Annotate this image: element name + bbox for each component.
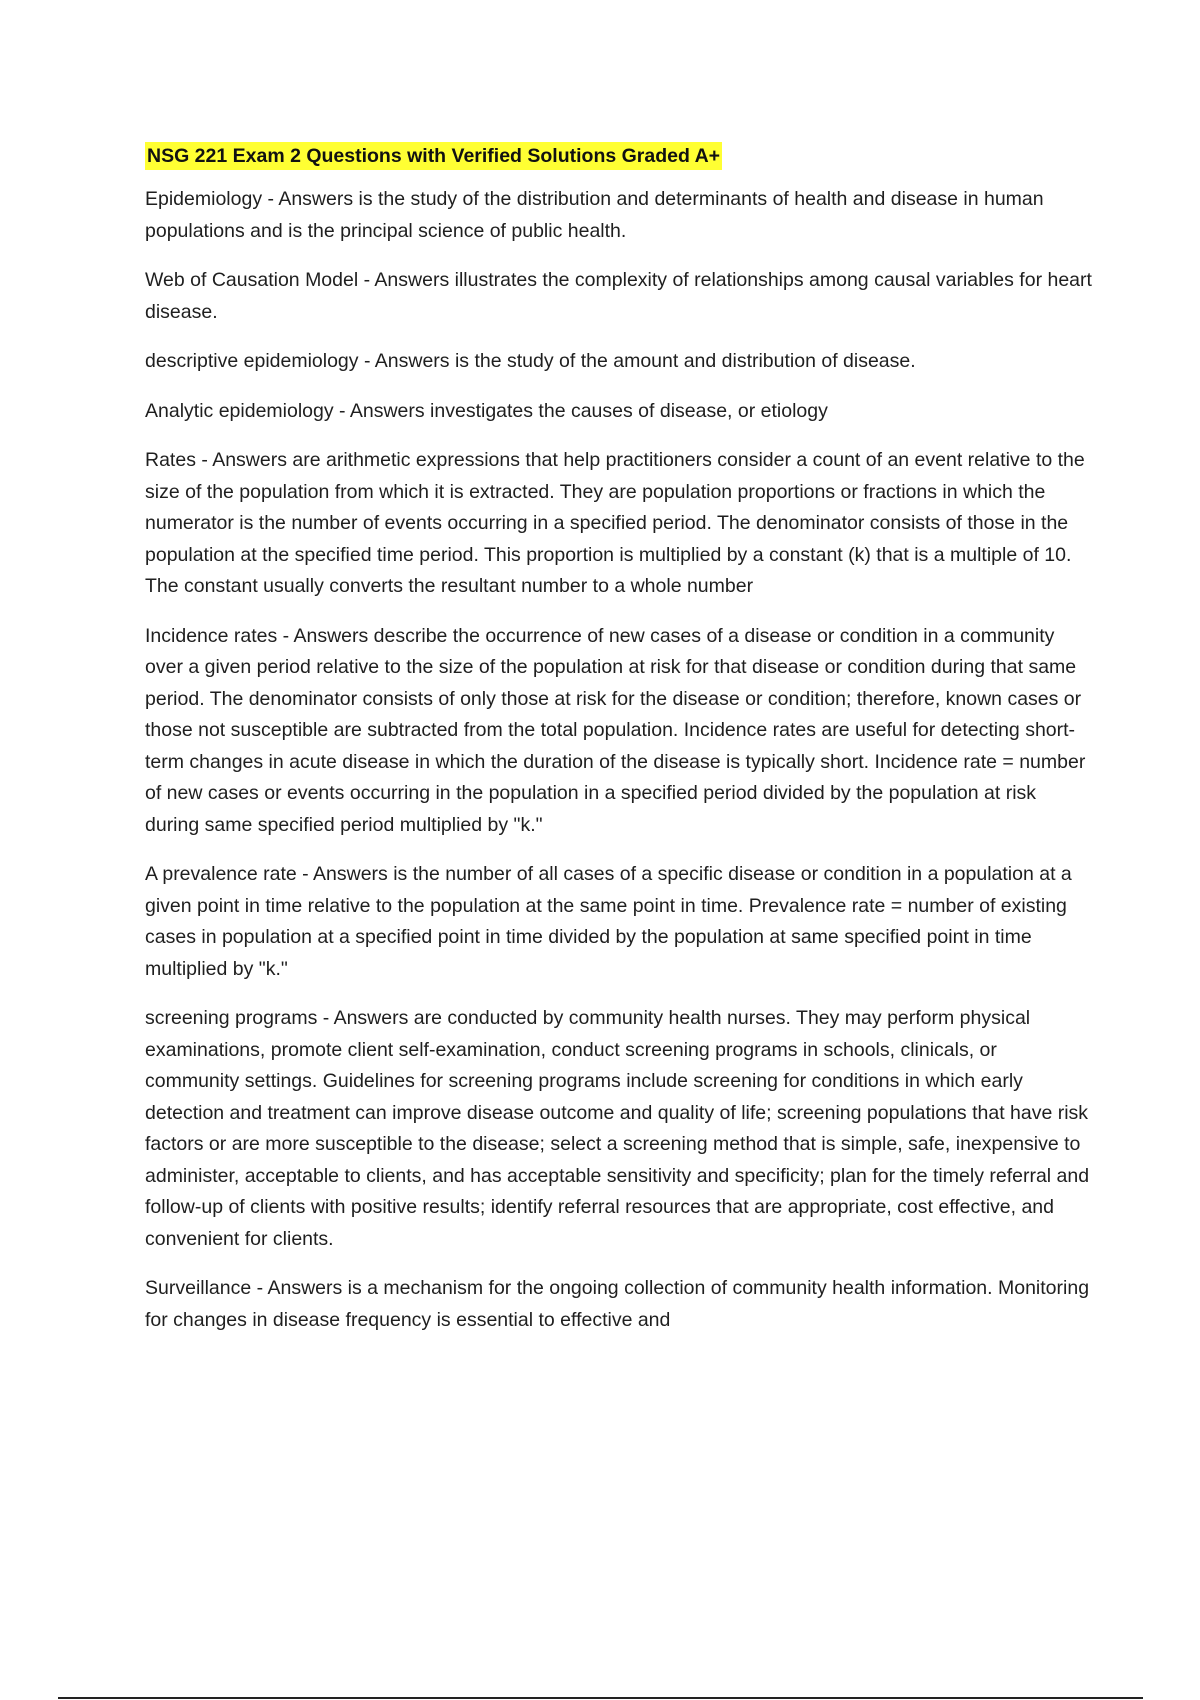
entry-prevalence-rate: A prevalence rate - Answers is the number of all cases of a specific disease or condition in a population at a given point in time relative to the population at the same point in time. Prevalence rate = number of existing cases in population at a specified point in time divided by the population at same specified point in time multiplied by "k."	[145, 863, 1072, 980]
entry-epidemiology: Epidemiology - Answers is the study of the distribution and determinants of health and disease in human populations and is the principal science of public health.	[145, 188, 1044, 242]
entry-surveillance: Surveillance - Answers is a mechanism for the ongoing collection of community health information. Monitoring for changes in disease frequency is essential to effective and	[145, 1277, 1090, 1331]
entry-screening-programs: screening programs - Answers are conducted by community health nurses. They may perform physical examinations, promote client self-examination, conduct screening programs in schools, clinicals, or community settings. Guidelines for screening programs include screening for conditions in which early detection and treatment can improve disease outcome and quality of life; screening populations that have risk factors or are more susceptible to the disease; select a screening method that is simple, safe, inexpensive to administer, acceptable to clients, and has acceptable sensitivity and specificity; plan for the timely referral and follow-up of clients with positive results; identify referral resources that are appropriate, cost effective, and convenient for clients.	[145, 1007, 1090, 1250]
entry-analytic-epidemiology: Analytic epidemiology - Answers investigates the causes of disease, or etiology	[145, 399, 828, 422]
entry-rates: Rates - Answers are arithmetic expressions that help practitioners consider a count of an event relative to the size of the population from which it is extracted. They are population proportions or fractions in which the numerator is the number of events occurring in a specified period. The denominator consists of those in the population at the specified time period. This proportion is multiplied by a constant (k) that is a multiple of 10. The constant usually converts the resultant number to a whole number	[145, 449, 1085, 597]
entry-incidence-rates: Incidence rates - Answers describe the occurrence of new cases of a disease or condition in a community over a given period relative to the size of the population at risk for that disease or condition during that same period. The denominator consists of only those at risk for the disease or condition; therefore, known cases or those not susceptible are subtracted from the total population. Incidence rates are useful for detecting short-term changes in acute disease in which the duration of the disease is typically short. Incidence rate = number of new cases or events occurring in the population in a specified period divided by the population at risk during same specified period multiplied by "k."	[145, 624, 1086, 836]
entry-web-of-causation: Web of Causation Model - Answers illustrates the complexity of relationships among causal variables for heart disease.	[145, 269, 1092, 323]
document-body	[145, 142, 1095, 1354]
document-title: NSG 221 Exam 2 Questions with Verified Solutions Graded A+	[145, 142, 722, 170]
entry-descriptive-epidemiology: descriptive epidemiology - Answers is the study of the amount and distribution of disease.	[145, 350, 916, 372]
bottom-divider	[58, 1697, 1143, 1699]
